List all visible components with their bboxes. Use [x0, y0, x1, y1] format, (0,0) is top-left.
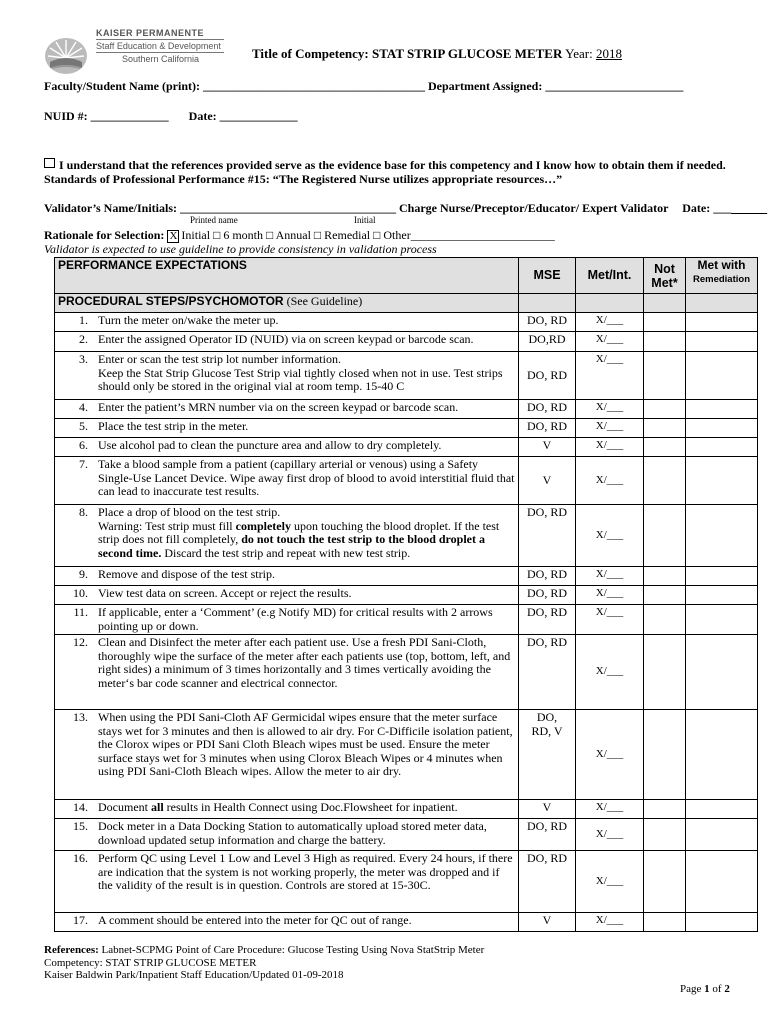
mse-cell: DO, RD, V — [519, 710, 576, 800]
table-row — [55, 352, 758, 400]
step-text: Enter the assigned Operator ID (NUID) via on screen keypad or barcode scan. — [98, 332, 474, 346]
step-text: Dock meter in a Data Docking Station to automatically upload stored meter data, download updated setup information and charge the battery. — [98, 819, 487, 847]
header-met-int: Met/Int. — [576, 258, 644, 294]
step-number: 8. — [79, 505, 88, 519]
remediation-cell[interactable] — [686, 400, 758, 419]
remediation-cell[interactable] — [686, 913, 758, 932]
department-field[interactable]: Department Assigned: _______________________ — [428, 79, 684, 93]
mse-cell: DO, RD — [519, 851, 576, 913]
rationale-line — [44, 228, 555, 243]
met-int-cell[interactable]: X/___ — [576, 710, 644, 800]
met-int-cell[interactable]: X/___ — [576, 819, 644, 851]
step-cell — [55, 586, 519, 605]
remediation-cell[interactable] — [686, 586, 758, 605]
table-row — [55, 586, 758, 605]
met-int-cell[interactable]: X/___ — [576, 586, 644, 605]
header-performance-expectations: PERFORMANCE EXPECTATIONS — [55, 258, 519, 294]
sun-logo-icon — [44, 32, 88, 76]
acknowledgement-text: I understand that the references provided serve as the evidence base for this competency and I know how to obtain them if needed. — [59, 158, 726, 172]
step-number: 10. — [73, 586, 88, 600]
table-row — [55, 913, 758, 932]
not-met-cell[interactable] — [644, 505, 686, 567]
student-name-field[interactable]: Faculty/Student Name (print): _____________________________________ — [44, 79, 425, 93]
met-int-cell[interactable]: X/___ — [576, 800, 644, 819]
updated-footer: Kaiser Baldwin Park/Inpatient Staff Education/Updated 01-09-2018 — [44, 969, 344, 981]
step-cell — [55, 438, 519, 457]
mse-cell: DO, RD — [519, 635, 576, 710]
references-block: References: Labnet-SCPMG Point of Care Procedure: Glucose Testing Using Nova StatStrip Meter Competency: STAT STRIP GLUCOSE METER Kaiser Baldwin Park/Inpatient Staff Education/Updated 01-09-2018 — [44, 944, 485, 981]
not-met-cell[interactable] — [644, 457, 686, 505]
mse-cell: DO, RD — [519, 400, 576, 419]
met-int-cell[interactable]: X/___ — [576, 419, 644, 438]
performance-table — [54, 257, 758, 932]
step-number: 2. — [79, 332, 88, 346]
step-number: 16. — [73, 851, 88, 865]
kaiser-logo — [40, 28, 240, 76]
table-row — [55, 851, 758, 913]
section-procedural-steps: PROCEDURAL STEPS/PSYCHOMOTOR (See Guideline) — [55, 294, 519, 313]
step-number: 12. — [73, 635, 88, 649]
not-met-cell[interactable] — [644, 635, 686, 710]
mse-cell: V — [519, 457, 576, 505]
remediation-cell[interactable] — [686, 352, 758, 400]
mse-cell: V — [519, 800, 576, 819]
not-met-cell[interactable] — [644, 332, 686, 352]
date-field[interactable]: Date: _____________ — [188, 109, 298, 123]
met-int-cell[interactable]: X/___ — [576, 438, 644, 457]
validator-role: Charge Nurse/Preceptor/Educator/ Expert Validator — [399, 201, 669, 215]
logo-line-1: KAISER PERMANENTE — [96, 28, 205, 38]
mse-cell: DO, RD — [519, 567, 576, 586]
step-cell — [55, 605, 519, 635]
acknowledge-checkbox[interactable] — [44, 158, 55, 168]
step-cell — [55, 710, 519, 800]
met-int-cell[interactable]: X/___ — [576, 332, 644, 352]
table-row — [55, 800, 758, 819]
standards-text: Standards of Professional Performance #15: “The Registered Nurse utilizes appropriate resources…” — [44, 172, 563, 186]
remediation-cell[interactable] — [686, 800, 758, 819]
met-int-cell[interactable]: X/___ — [576, 605, 644, 635]
rationale-initial-checkbox[interactable]: X — [167, 230, 179, 243]
step-cell — [55, 567, 519, 586]
not-met-cell[interactable] — [644, 800, 686, 819]
reference-text: Labnet-SCPMG Point of Care Procedure: Glucose Testing Using Nova StatStrip Meter — [101, 944, 485, 956]
step-number: 17. — [73, 913, 88, 927]
step-cell — [55, 352, 519, 400]
remediation-cell[interactable] — [686, 332, 758, 352]
page-number: Page 1 of 2 — [680, 983, 730, 995]
not-met-cell[interactable] — [644, 419, 686, 438]
met-int-cell[interactable]: X/___ — [576, 313, 644, 332]
met-int-cell[interactable]: X/___ — [576, 505, 644, 567]
logo-line-2: Staff Education & Development — [96, 41, 221, 51]
remediation-cell[interactable] — [686, 819, 758, 851]
competency-year: 2018 — [595, 46, 622, 61]
step-number: 4. — [79, 400, 88, 414]
step-text: Document all results in Health Connect using Doc.Flowsheet for inpatient. — [98, 800, 458, 814]
step-number: 6. — [79, 438, 88, 452]
step-text: Place the test strip in the meter. — [98, 419, 249, 433]
step-number: 5. — [79, 419, 88, 433]
mse-cell: DO,RD — [519, 332, 576, 352]
step-number: 11. — [73, 605, 88, 619]
page-title: Title of Competency: STAT STRIP GLUCOSE METER Year: 2018 — [252, 46, 622, 61]
mse-cell: DO, RD — [519, 505, 576, 567]
step-cell — [55, 313, 519, 332]
remediation-cell[interactable] — [686, 851, 758, 913]
step-number: 9. — [79, 567, 88, 581]
met-int-cell[interactable]: X/___ — [576, 400, 644, 419]
step-cell — [55, 635, 519, 710]
not-met-cell[interactable] — [644, 819, 686, 851]
table-row — [55, 505, 758, 567]
acknowledgement-line — [44, 158, 726, 173]
table-row — [55, 635, 758, 710]
validator-name-field[interactable]: Validator’s Name/Initials: ____________________________________ — [44, 201, 396, 215]
step-text: Place a drop of blood on the test strip. Warning: Test strip must fill completely upon touching the blood droplet. If the test strip does not fill completely, do not touch the test strip to the blood droplet a second time. Discard the test strip and repeat with new test strip. — [98, 505, 500, 560]
table-row — [55, 710, 758, 800]
step-cell — [55, 505, 519, 567]
table-row — [55, 400, 758, 419]
remediation-cell[interactable] — [686, 635, 758, 710]
step-cell — [55, 800, 519, 819]
competency-footer: Competency: STAT STRIP GLUCOSE METER — [44, 956, 257, 969]
remediation-cell[interactable] — [686, 710, 758, 800]
rationale-options[interactable]: Initial □ 6 month □ Annual □ Remedial □ Other________________________ — [181, 228, 555, 242]
step-number: 13. — [73, 710, 88, 724]
met-int-cell[interactable]: X/___ — [576, 913, 644, 932]
step-text: Enter or scan the test strip lot number information. Keep the Stat Strip Glucose Test Strip vial tightly closed when not in use. Test strips should only be stored in the original vial at room temp. 15-40 C — [98, 352, 503, 393]
remediation-cell[interactable] — [686, 313, 758, 332]
table-row — [55, 819, 758, 851]
remediation-cell[interactable] — [686, 505, 758, 567]
step-cell — [55, 913, 519, 932]
table-row — [55, 313, 758, 332]
remediation-cell[interactable] — [686, 605, 758, 635]
not-met-cell[interactable] — [644, 605, 686, 635]
not-met-cell[interactable] — [644, 567, 686, 586]
remediation-cell[interactable] — [686, 457, 758, 505]
met-int-cell[interactable]: X/___ — [576, 457, 644, 505]
mse-cell: DO, RD — [519, 419, 576, 438]
validator-line — [44, 201, 767, 216]
not-met-cell[interactable] — [644, 313, 686, 332]
mse-cell: DO, RD — [519, 313, 576, 332]
step-number: 15. — [73, 819, 88, 833]
step-text: When using the PDI Sani-Cloth AF Germicidal wipes ensure that the meter surface stays wet for 3 minutes and then is allowed to air dry. For C-Difficile isolation patient, the Clorox wipes or PDI Sani Cloth Bleach wipes must be used. Ensure the meter surface stays wet for 3 minutes when using Clorox Bleach Wipes or 4 minutes when using PDI Sani-Cloth Bleach wipes. Allow the meter to air dry. — [98, 710, 513, 778]
remediation-cell[interactable] — [686, 419, 758, 438]
validator-date-field[interactable]: Date: ___ — [682, 201, 732, 215]
step-number: 7. — [79, 457, 88, 471]
logo-line-3: Southern California — [122, 54, 200, 64]
table-row — [55, 567, 758, 586]
mse-cell: V — [519, 913, 576, 932]
step-text: Use alcohol pad to clean the puncture area and allow to dry completely. — [98, 438, 442, 452]
header-met-with: Met with Remediation — [686, 258, 758, 294]
met-int-cell[interactable]: X/___ — [576, 352, 644, 400]
not-met-cell[interactable] — [644, 352, 686, 400]
not-met-cell[interactable] — [644, 438, 686, 457]
step-cell — [55, 332, 519, 352]
step-text: View test data on screen. Accept or reject the results. — [98, 586, 352, 600]
step-text: Clean and Disinfect the meter after each patient use. Use a fresh PDI Sani-Cloth, thoroughly wipe the surface of the meter after each patients use (top, bottom, left, and right sides) a minimum of 3 times horizontally and 3 times vertically avoiding the meter‘s bar code scanner and electrical connector. — [98, 635, 511, 690]
mse-cell: V — [519, 438, 576, 457]
step-text: Enter the patient’s MRN number via on the screen keypad or barcode scan. — [98, 400, 459, 414]
met-int-cell[interactable]: X/___ — [576, 635, 644, 710]
step-cell — [55, 419, 519, 438]
remediation-cell[interactable] — [686, 567, 758, 586]
step-text: If applicable, enter a ‘Comment’ (e.g Notify MD) for critical results with 2 arrows pointing up or down. — [98, 605, 493, 633]
table-row — [55, 438, 758, 457]
header-not-met: Not Met* — [644, 258, 686, 294]
rationale-label: Rationale for Selection: — [44, 228, 165, 242]
step-cell — [55, 851, 519, 913]
step-number: 1. — [79, 313, 88, 327]
met-int-cell[interactable]: X/___ — [576, 567, 644, 586]
not-met-cell[interactable] — [644, 400, 686, 419]
nuid-date-line — [44, 109, 298, 124]
table-row — [55, 457, 758, 505]
table-row — [55, 605, 758, 635]
met-int-cell[interactable]: X/___ — [576, 851, 644, 913]
validator-note: Validator is expected to use guideline to provide consistency in validation process — [44, 242, 437, 256]
printed-name-caption: Printed name — [190, 215, 238, 225]
step-cell — [55, 400, 519, 419]
not-met-cell[interactable] — [644, 913, 686, 932]
mse-cell: DO, RD — [519, 605, 576, 635]
name-dept-line — [44, 79, 683, 94]
step-text: Remove and dispose of the test strip. — [98, 567, 275, 581]
initial-caption: Initial — [354, 215, 376, 225]
step-text: A comment should be entered into the meter for QC out of range. — [98, 913, 412, 927]
nuid-field[interactable]: NUID #: _____________ — [44, 109, 169, 123]
step-text: Perform QC using Level 1 Low and Level 3 High as required. Every 24 hours, if there are indication that the system is not working properly, the meter was dropped and if the validity of the result is in question. Controls are stored at 15-30C. — [98, 851, 513, 892]
step-number: 14. — [73, 800, 88, 814]
table-row — [55, 332, 758, 352]
step-number: 3. — [79, 352, 88, 366]
not-met-cell[interactable] — [644, 710, 686, 800]
mse-cell: DO, RD — [519, 819, 576, 851]
remediation-cell[interactable] — [686, 438, 758, 457]
table-row — [55, 419, 758, 438]
step-text: Take a blood sample from a patient (capillary arterial or venous) using a Safety Single-Use Lancet Device. Wipe away first drop of blood to avoid interstitial fluid that can lead to inaccurate test results. — [98, 457, 515, 498]
step-cell — [55, 457, 519, 505]
step-cell — [55, 819, 519, 851]
not-met-cell[interactable] — [644, 586, 686, 605]
not-met-cell[interactable] — [644, 851, 686, 913]
step-text: Turn the meter on/wake the meter up. — [98, 313, 279, 327]
header-mse: MSE — [519, 258, 576, 294]
mse-cell: DO, RD — [519, 586, 576, 605]
mse-cell: DO, RD — [519, 352, 576, 400]
